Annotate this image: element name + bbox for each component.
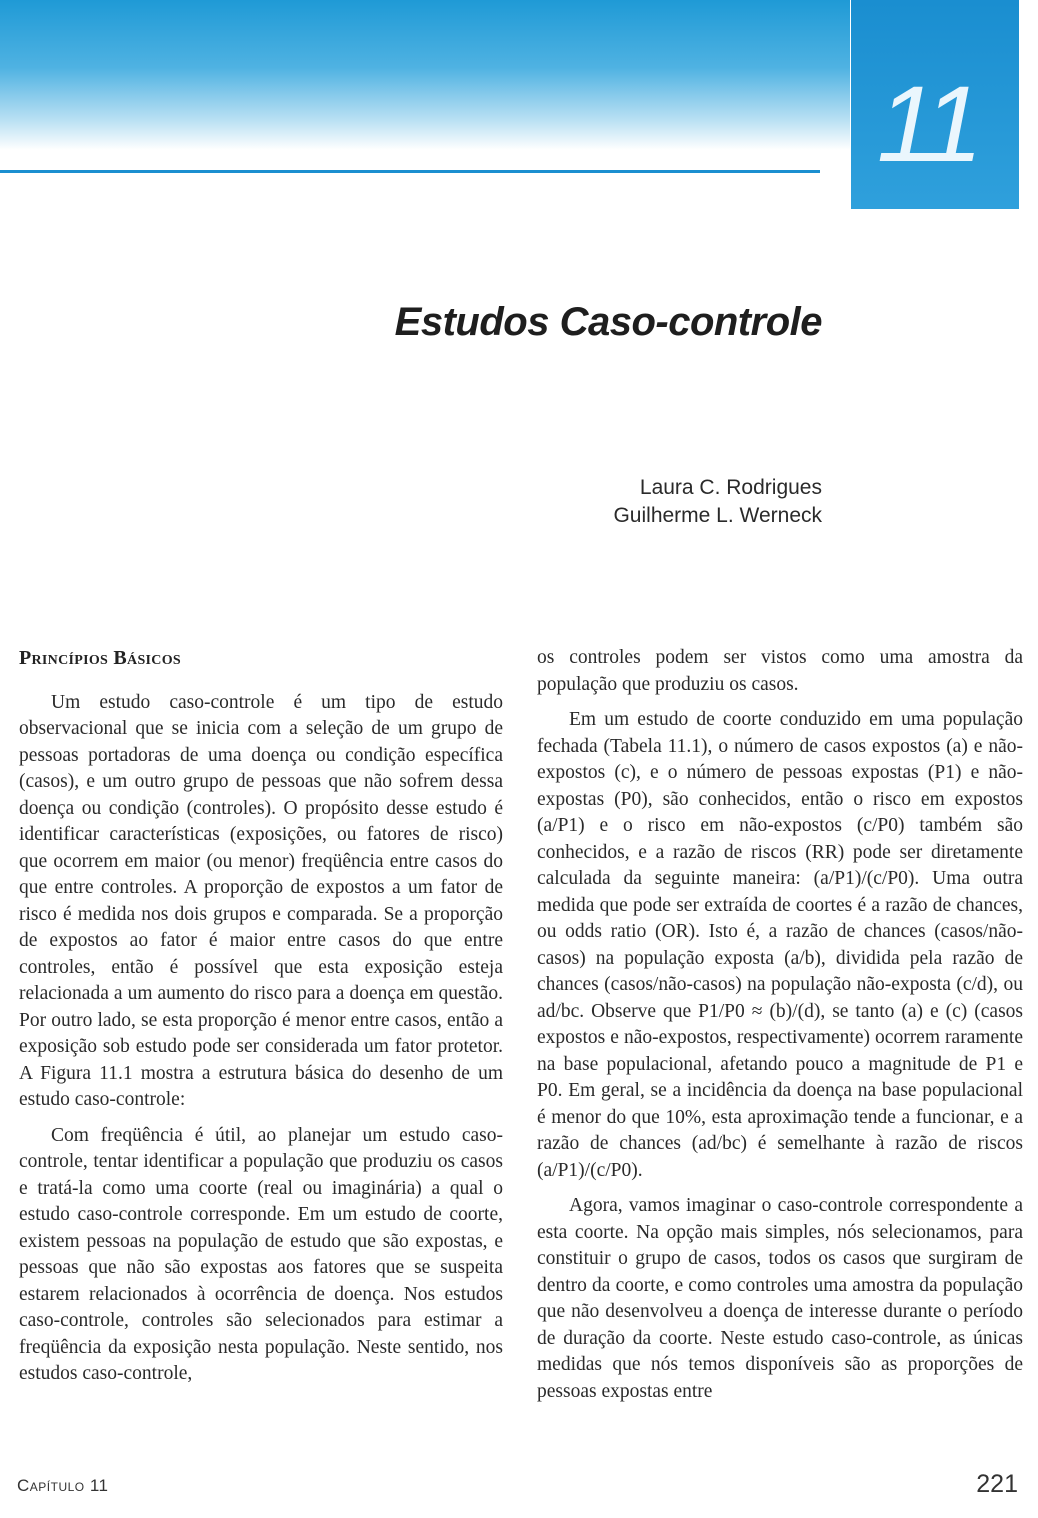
paragraph: Com freqüência é útil, ao planejar um estudo caso-controle, tentar identificar a população que produziu os casos e tratá-la como uma coorte (real ou imaginária) a qual o estudo caso-controle corresponde. Em um estudo de coorte, existem pessoas na população de estudo que são expostas, e pessoas que não são expostas aos fatores que se suspeita estarem relacionados à ocorrência de doença. Nos estudos caso-controle, controles são selecionados para estimar a freqüência da exposição nesta população. Neste sentido, nos estudos caso-controle, <box>19 1124 503 1384</box>
footer-chapter-label: Capítulo 11 <box>17 1476 109 1495</box>
chapter-number: 11 <box>876 63 977 184</box>
section-heading: Princípios Básicos <box>19 647 181 669</box>
header-rule <box>0 170 820 173</box>
author-name: Laura C. Rodrigues <box>639 476 822 499</box>
paragraph: Agora, vamos imaginar o caso-controle correspondente a esta coorte. Na opção mais simples, nós selecionamos, para constituir o grupo de casos, todos os casos que surgiram de dentro da coorte, e como controles uma amostra da população que não desenvolveu a doença de interesse durante o período de duração da coorte. Neste estudo caso-controle, as únicas medidas que nós temos disponíveis são as proporções de pessoas expostas entre <box>537 1195 1023 1402</box>
paragraph: Um estudo caso-controle é um tipo de estudo observacional que se inicia com a seleção de um grupo de pessoas portadoras de uma doença ou condição específica (casos), e um outro grupo de pessoas que não sofrem dessa doença ou condição (controles). O propósito desse estudo é identificar características (exposições, ou fatores de risco) que ocorrem em maior (ou menor) freqüência entre casos do que entre controles. A proporção de expostos a um fator de risco é medida nos dois grupos e comparada. Se a proporção de expostos ao fator é maior entre casos do que entre controles, então é possível que esta exposição esteja relacionada a um aumento do risco para a doença em questão. Por outro lado, se esta proporção é menor entre casos, então a exposição sob estudo pode ser considerada um fator protetor. A Figura 11.1 mostra a estrutura básica do desenho de um estudo caso-controle: <box>19 691 503 1110</box>
author-list <box>613 474 822 530</box>
chapter-number-box <box>851 0 1019 209</box>
paragraph: Em um estudo de coorte conduzido em uma população fechada (Tabela 11.1), o número de casos expostos (a) e não-expostos (c), e o número de pessoas expostas (P1) e não-expostas (P0), são conhecidos, então o risco em expostos (a/P1) e o risco em não-expostos (c/P0) também são conhecidos, e a razão de riscos (RR) pode ser diretamente calculada da seguinte maneira: (a/P1)/(c/P0). Uma outra medida que pode ser extraída de coortes é a razão de chances, ou odds ratio (OR). Isto é, a razão de chances (casos/não-casos) na população exposta (a/b), dividida pela razão de chances (casos/não-casos) na população não-exposta (c/d), ou ad/bc. Observe que P1/P0 ≈ (b)/(d), se tanto (a) e (c) (casos expostos e não-expostos, respectivamente) ocorrem raramente na base populacional, afetando pouco a magnitude de P1 e P0. Em geral, se a incidência da doença na base populacional é menor do que 10%, esta aproximação tende a funcionar, e a razão de chances (ad/bc) é semelhante à razão de riscos (a/P1)/(c/P0). <box>537 709 1023 1181</box>
chapter-title: Estudos Caso-controle <box>394 300 822 344</box>
author-name: Guilherme L. Werneck <box>613 504 822 527</box>
right-column <box>537 645 1023 1405</box>
header-gradient-band <box>0 0 850 150</box>
paragraph: os controles podem ser vistos como uma amostra da população que produziu os casos. <box>537 647 1023 695</box>
left-column <box>19 645 503 1388</box>
page-number: 221 <box>976 1470 1018 1498</box>
